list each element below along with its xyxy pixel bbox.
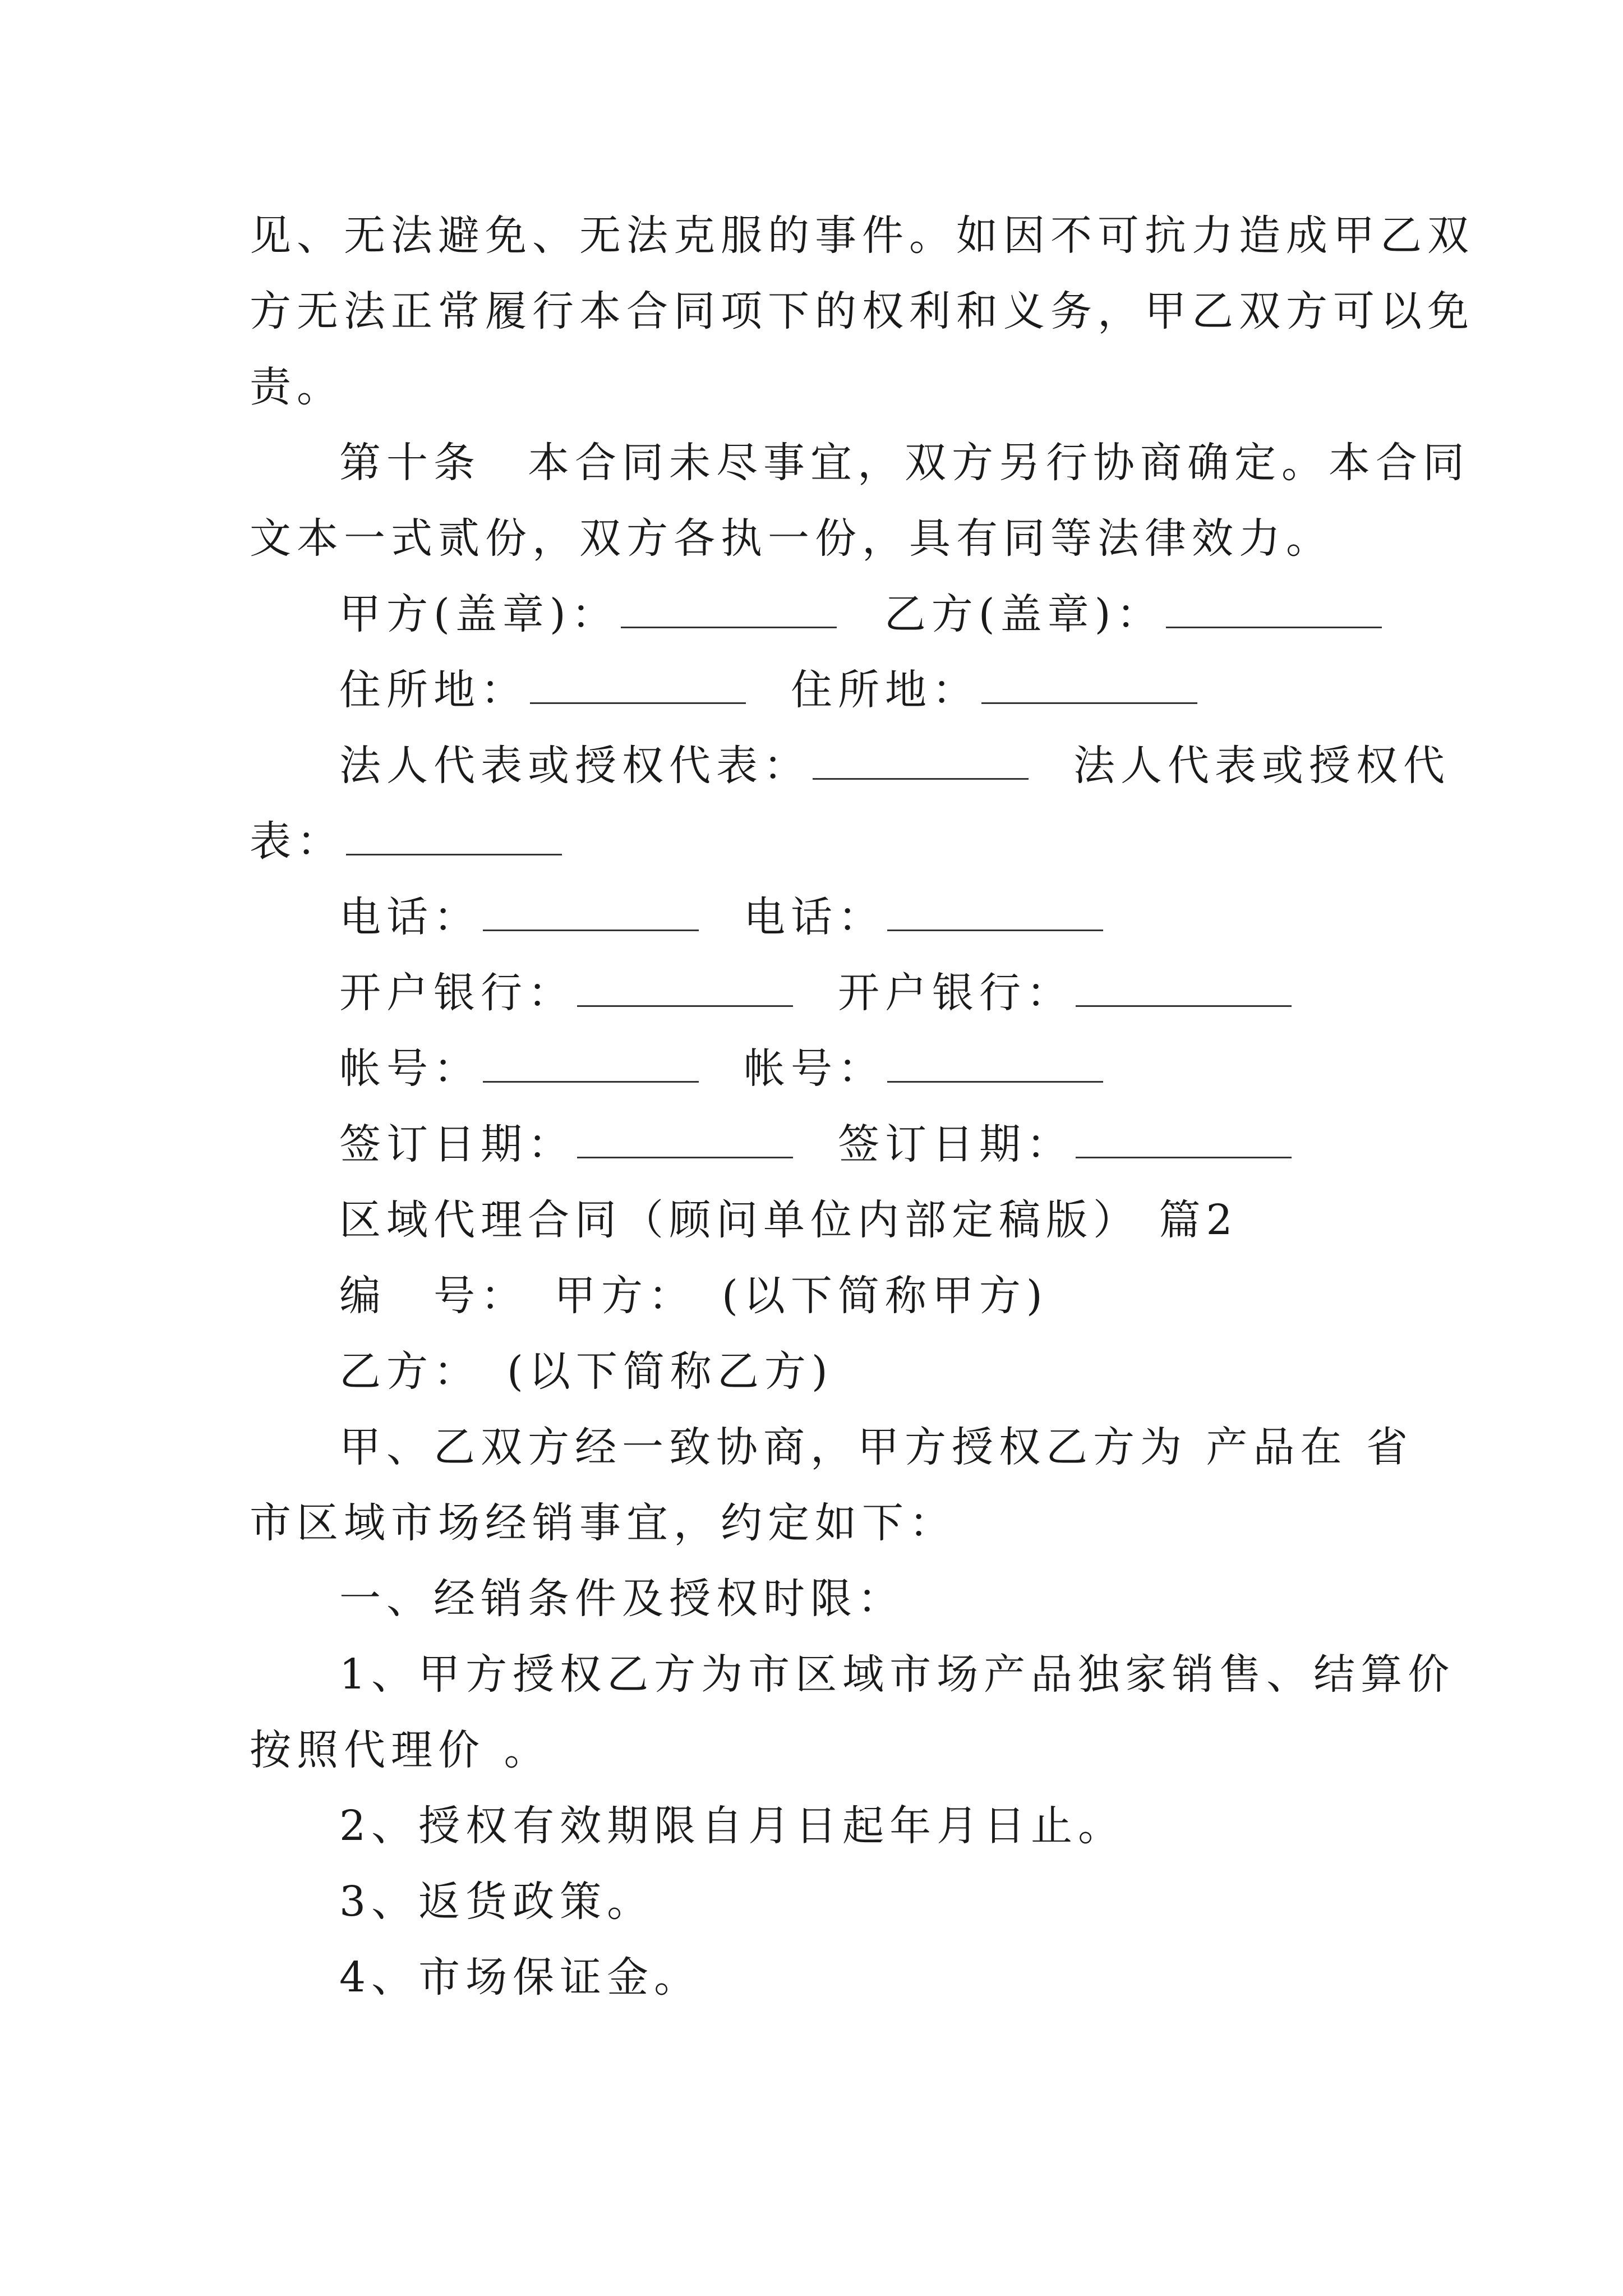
party-b-seal-label: 乙方(盖章)： [884,590,1164,638]
bank-a-label: 开户银行： [339,969,575,1017]
signature-row-seal [339,586,1382,642]
party-b-seal-blank [1166,587,1382,628]
item-4: 4、市场保证金。 [339,1953,702,2001]
bank-b-blank [1076,966,1292,1007]
phone-b-label: 电话： [744,893,885,941]
address-b-blank [981,663,1197,704]
party-a-seal-label: 甲方(盖章)： [339,590,619,638]
address-a-label: 住所地： [339,666,528,714]
item-1-line-2: 按照代理价 。 [250,1726,551,1774]
signature-row-phone [339,889,1103,945]
account-b-label: 帐号： [744,1045,885,1093]
bank-a-blank [577,966,793,1007]
phone-a-label: 电话： [339,893,481,941]
legal-rep-b-blank [346,815,562,855]
signature-row-address [339,662,1197,718]
paragraph-force-majeure-line-3: 责。 [250,363,344,411]
article-10-line-2: 文本一式贰份，双方各执一份，具有同等法律效力。 [250,514,1333,563]
contract-2-intro-line-1: 甲、乙双方经一致协商，甲方授权乙方为 产品在 省 [339,1423,1414,1471]
section-1-heading: 一、经销条件及授权时限： [339,1575,905,1623]
contract-2-party-b-line: 乙方： (以下简称乙方) [339,1347,833,1396]
signature-row-date [339,1116,1292,1172]
contract-2-number-line: 编 号： 甲方： (以下简称甲方) [339,1272,1048,1320]
signature-row-legal-rep-cont [250,813,562,869]
date-a-blank [577,1117,793,1158]
signature-row-legal-rep [339,738,1450,794]
address-b-label: 住所地： [791,666,979,714]
phone-b-blank [887,890,1103,931]
contract-2-intro-line-2: 市区域市场经销事宜，约定如下： [250,1499,956,1547]
account-b-blank [887,1042,1103,1083]
signature-row-bank [339,965,1292,1021]
date-b-blank [1076,1117,1292,1158]
legal-rep-b-label: 法人代表或授权代 [1073,742,1450,790]
paragraph-force-majeure-line-2: 方无法正常履行本合同项下的权利和义务，甲乙双方可以免 [250,287,1474,335]
item-1-line-1: 1、甲方授权乙方为市区域市场产品独家销售、结算价 [339,1650,1455,1699]
date-b-label: 签订日期： [838,1120,1073,1168]
account-a-label: 帐号： [339,1045,481,1093]
party-a-seal-blank [621,587,837,628]
address-a-blank [530,663,746,704]
item-2: 2、授权有效期限自月日起年月日止。 [339,1802,1126,1850]
bank-b-label: 开户银行： [838,969,1073,1017]
date-a-label: 签订日期： [339,1120,575,1168]
legal-rep-b-label-cont: 表： [250,817,344,866]
article-10-line-1: 第十条 本合同未尽事宜，双方另行协商确定。本合同 [339,439,1470,487]
legal-rep-a-label: 法人代表或授权代表： [339,742,810,790]
legal-rep-a-blank [813,739,1029,780]
signature-row-account [339,1041,1103,1097]
paragraph-force-majeure-line-1: 见、无法避免、无法克服的事件。如因不可抗力造成甲乙双 [250,211,1474,260]
account-a-blank [483,1042,699,1083]
item-3: 3、返货政策。 [339,1878,654,1926]
contract-2-title: 区域代理合同（顾问单位内部定稿版） 篇2 [339,1196,1238,1244]
phone-a-blank [483,890,699,931]
